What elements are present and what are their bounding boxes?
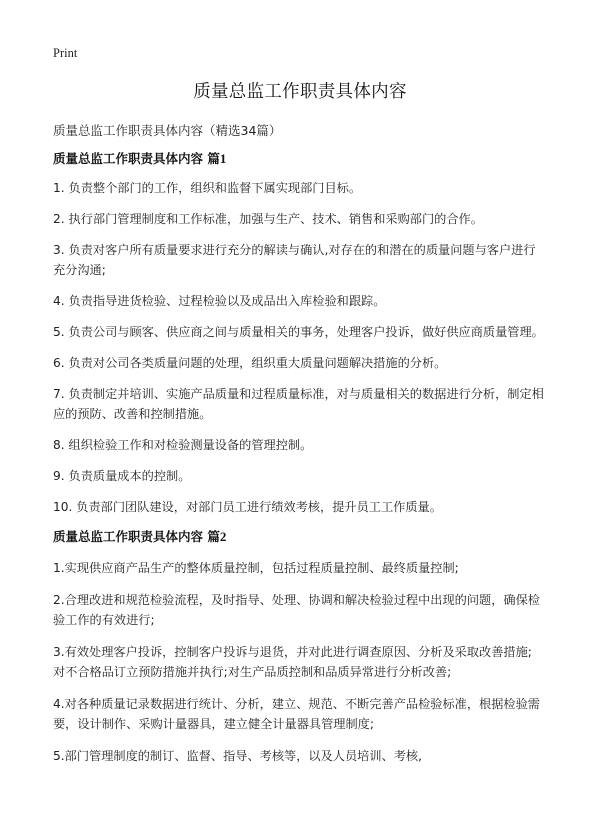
section-heading-number: 2: [219, 529, 227, 544]
list-item: 3. 负责对客户所有质量要求进行充分的解读与确认,对存在的和潜在的质量问题与客户进行充分沟通;: [53, 243, 536, 277]
print-link[interactable]: Print: [53, 46, 78, 60]
section-heading: [53, 150, 544, 168]
list-item: 5. 负责公司与顾客、供应商之间与质量相关的事务，处理客户投诉，做好供应商质量管理。: [53, 325, 544, 339]
list-item: 5.部门管理制度的制订、监督、指导、考核等，以及人员培训、考核,: [53, 749, 422, 763]
list-item: 8. 组织检验工作和对检验测量设备的管理控制。: [53, 438, 313, 452]
list-item: 4.对各种质量记录数据进行统计、分析，建立、规范、不断完善产品检验标准，根据检验需要，设计制作、采购计量器具，建立健全计量器具管理制度;: [53, 697, 540, 731]
document-subtitle: 质量总监工作职责具体内容（精选34篇）: [53, 123, 282, 138]
section-1: [53, 150, 544, 517]
list-item: 2.合理改进和规范检验流程，及时指导、处理、协调和解决检验过程中出现的问题，确保检验工作的有效进行;: [53, 593, 540, 627]
list-item: 1.实现供应商产品生产的整体质量控制，包括过程质量控制、最终质量控制;: [53, 561, 459, 575]
list-item: 9. 负责质量成本的控制。: [53, 469, 191, 483]
section-heading: [53, 528, 544, 546]
list-item: 4. 负责指导进货检验、过程检验以及成品出入库检验和跟踪。: [53, 294, 386, 308]
list-item: 7. 负责制定并培训、实施产品质量和过程质量标准，对与质量相关的数据进行分析，制定相应的预防、改善和控制措施。: [53, 387, 544, 421]
section-heading-text: 质量总监工作职责具体内容 篇: [53, 151, 220, 166]
document-content: [53, 150, 544, 778]
list-item: 1. 负责整个部门的工作，组织和监督下属实现部门目标。: [53, 181, 362, 195]
list-item: 10. 负责部门团队建设，对部门员工进行绩效考核，提升员工工作质量。: [53, 500, 442, 514]
section-2: [53, 528, 544, 766]
list-item: 3.有效处理客户投诉，控制客户投诉与退货，并对此进行调查原因、分析及采取改善措施;对不合格品订立预防措施并执行;对生产品质控制和品质异常进行分析改善;: [53, 645, 532, 679]
list-item: 6. 负责对公司各类质量问题的处理，组织重大质量问题解决措施的分析。: [53, 356, 447, 370]
section-heading-text: 质量总监工作职责具体内容 篇: [53, 529, 220, 544]
section-heading-number: 1: [219, 151, 227, 166]
list-item: 2. 执行部门管理制度和工作标准，加强与生产、技术、销售和采购部门的合作。: [53, 212, 483, 226]
document-title: 质量总监工作职责具体内容: [193, 82, 407, 102]
